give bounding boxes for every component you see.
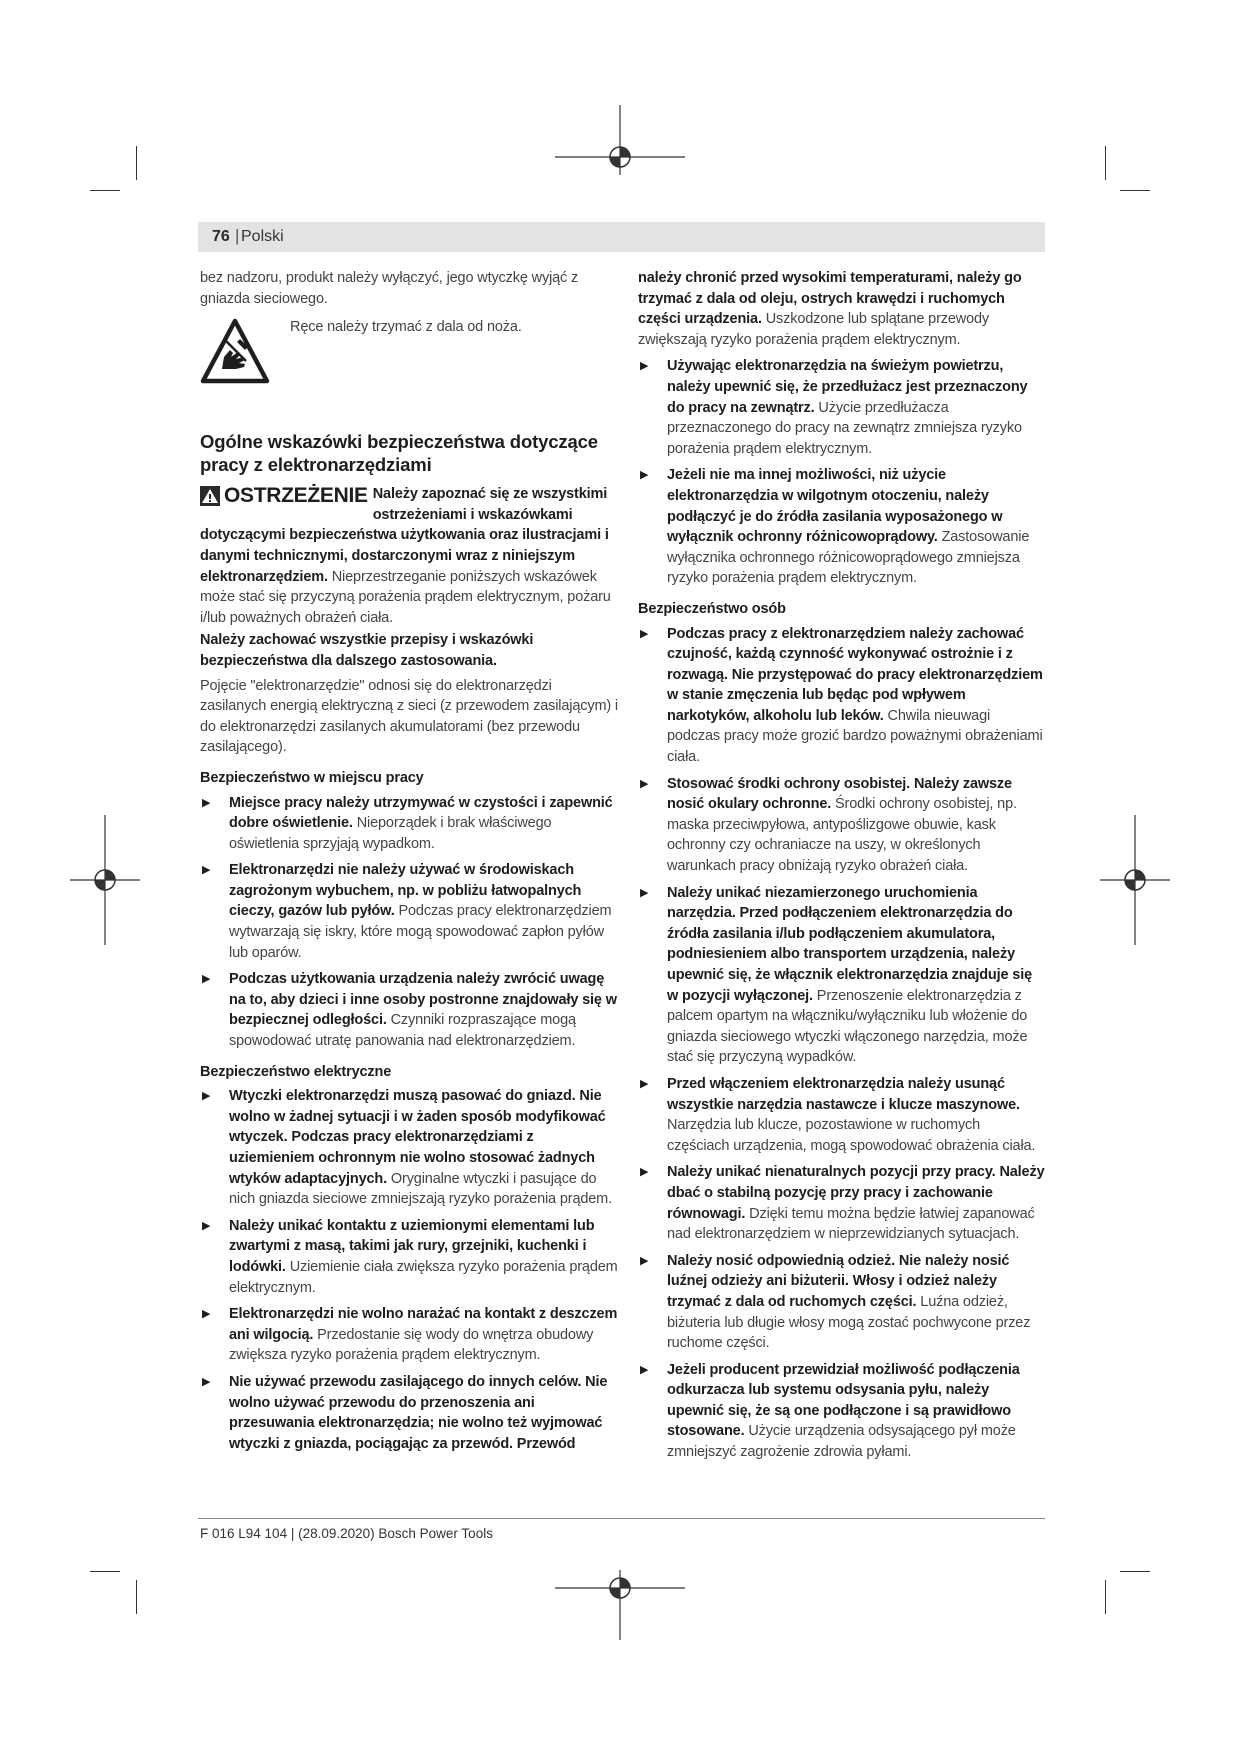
item-text: Przenoszenie elektronarzędzia z palcem opartym na włączniku/wyłączniku lub włożenie do gniazda sieciowego wtyczki włączonego narzędzia, może stać się przyczyną wypadków. (667, 987, 1028, 1066)
intro-paragraph: bez nadzoru, produkt należy wyłączyć, jego wtyczkę wyjąć z gniazda sieciowego. (200, 270, 579, 307)
item-bold: Jeżeli nie ma innej możliwości, niż użycie elektronarzędzia w wilgotnym otoczeniu, należy podłączyć je do źródła zasilania wyposażonego w wyłącznik ochronny różnicowoprądowy. (667, 467, 1003, 546)
item-bold: Elektronarzędzi nie wolno narażać na kontakt z deszczem ani wilgocią. (229, 1306, 618, 1343)
knife-warning-text: Ręce należy trzymać z dala od noża. (290, 319, 522, 336)
item-bold: Nie używać przewodu zasilającego do innych celów. Nie wolno używać przewodu do przenoszenia ani przesuwania elektronarzędzia; nie wolno też wyjmować wtyczki z gniazda, pociągając za przewód. Przewód (229, 1373, 608, 1452)
crop-mark (1105, 1580, 1106, 1614)
bullet-arrow-icon: ▶ (640, 469, 649, 482)
item-text: Luźna odzież, biżuteria lub długie włosy mogą zostać pochwycone przez ruchome części. (667, 1293, 1031, 1352)
list-item (638, 465, 1046, 589)
bullet-arrow-icon: ▶ (202, 864, 211, 877)
warning-paragraph (200, 484, 620, 628)
item-bold: Należy unikać kontaktu z uziemionymi elementami lub zwartymi z masą, takimi jak rury, grzejniki, kuchenki i lodówki. (229, 1217, 595, 1275)
bullet-arrow-icon: ▶ (640, 1077, 649, 1090)
registration-mark-top (555, 105, 685, 185)
crop-mark (136, 1580, 137, 1614)
crop-mark (1105, 146, 1106, 180)
footer-divider (198, 1518, 1045, 1519)
right-column (638, 268, 1046, 1469)
crop-mark (1120, 190, 1150, 191)
bullet-arrow-icon: ▶ (640, 627, 649, 640)
page-header (198, 222, 1045, 252)
bullet-arrow-icon: ▶ (202, 1090, 211, 1103)
footer-text: F 016 L94 104 | (28.09.2020) Bosch Power Tools (200, 1526, 493, 1541)
crop-mark (136, 146, 137, 180)
warning-bold-text: Należy zapoznać się ze wszystkimi ostrzeżeniami i wskazówkami dotyczącymi bezpieczeństwa użytkowania oraz ilustracjami i danymi technicznymi, dostarczonymi wraz z niniejszym elektronarzędziem. (200, 486, 609, 585)
registration-mark-right (1100, 815, 1180, 945)
list-item (200, 860, 620, 963)
list-item (638, 1162, 1046, 1244)
item-bold: Wtyczki elektronarzędzi muszą pasować do gniazd. Nie wolno w żadnej sytuacji i w żaden sposób modyfikować wtyczek. Podczas pracy elektronarzędziami z uziemieniem ochronnym nie wolno stosować żadnych wtyków adaptacyjnych. (229, 1088, 606, 1187)
continued-paragraph (638, 268, 1046, 350)
item-bold: Miejsce pracy należy utrzymywać w czystości i zapewnić dobre oświetlenie. (229, 794, 613, 832)
item-text: Środki ochrony osobistej, np. maska przeciwpyłowa, antypoślizgowe obuwie, kask ochronny czy ochraniacze na uszy, w określonych warunkach pracy obniżają ryzyko obrażeń ciała. (667, 796, 1017, 875)
left-column (200, 268, 620, 1460)
item-text: Narzędzia lub klucze, pozostawione w ruchomych częściach urządzenia, mogą spowodować obrażenia ciała. (667, 1117, 1036, 1154)
list-item (200, 1086, 620, 1210)
header-separator: | (235, 226, 240, 245)
workplace-heading: Bezpieczeństwo w miejscu pracy (200, 769, 424, 786)
warning-label (200, 484, 368, 508)
list-item (200, 1304, 620, 1366)
list-item (638, 624, 1046, 768)
knife-warning-row (200, 317, 620, 412)
bullet-arrow-icon: ▶ (202, 1375, 211, 1388)
item-bold: Należy unikać niezamierzonego uruchomienia narzędzia. Przed podłączeniem elektronarzędzia do źródła zasilania i/lub podłączeniem akumulatora, podniesieniem albo transportem urządzenia, należy upewnić się, że włącznik elektronarzędzia znajduje się w pozycji wyłączonej. (667, 884, 1033, 1004)
bullet-arrow-icon: ▶ (202, 1308, 211, 1321)
hand-cut-warning-icon (200, 317, 270, 387)
list-item (638, 356, 1046, 459)
warning-triangle-icon (200, 486, 220, 506)
item-text: Oryginalne wtyczki i pasujące do nich gniazda sieciowe zmniejszają ryzyko porażenia prądem. (229, 1170, 612, 1208)
bullet-arrow-icon: ▶ (640, 360, 649, 373)
item-bold: Jeżeli producent przewidział możliwość podłączenia odkurzacza lub systemu odsysania pyłu, należy upewnić się, że są one podłączone i są prawidłowo stosowane. (667, 1361, 1020, 1440)
warning-word: OSTRZEŻENIE (224, 484, 368, 508)
list-item (638, 774, 1046, 877)
list-item (638, 1251, 1046, 1354)
item-text: Dzięki temu można będzie łatwiej zapanować nad elektronarzędziem w nieprzewidzianych sytuacjach. (667, 1205, 1035, 1243)
registration-mark-bottom (555, 1560, 685, 1640)
bullet-arrow-icon: ▶ (640, 777, 649, 790)
bullet-arrow-icon: ▶ (640, 886, 649, 899)
item-bold: Podczas pracy z elektronarzędziem należy zachować czujność, każdą czynność wykonywać ostrożnie i z rozwagą. Nie przystępować do pracy elektronarzędziem w stanie zmęczenia lub będąc pod wpływem narkotyków, alkoholu lub leków. (667, 625, 1043, 724)
electrical-heading: Bezpieczeństwo elektryczne (200, 1063, 392, 1080)
list-item (200, 793, 620, 855)
crop-mark (1120, 1571, 1150, 1572)
item-text: Uziemienie ciała zwiększa ryzyko porażenia prądem elektrycznym. (229, 1258, 618, 1296)
personal-heading: Bezpieczeństwo osób (638, 600, 786, 617)
item-text: Chwila nieuwagi podczas pracy może grozić bardzo poważnymi obrażeniami ciała. (667, 707, 1043, 766)
item-bold: Używając elektronarzędzia na świeżym powietrzu, należy upewnić się, że przedłużacz jest przeznaczony do pracy na zewnątrz. (667, 358, 1028, 416)
item-bold: Przed włączeniem elektronarzędzia należy usunąć wszystkie narzędzia nastawcze i klucze maszynowe. (667, 1075, 1020, 1113)
item-text: Zastosowanie wyłącznika ochronnego różnicowoprądowego zmniejsza ryzyko porażenia prądem elektrycznym. (667, 529, 1030, 587)
item-text: Nieporządek i brak właściwego oświetlenia sprzyjają wypadkom. (229, 815, 552, 852)
item-text: Czynniki rozpraszające mogą spowodować utratę panowania nad elektronarzędziem. (229, 1012, 576, 1050)
page-number: 76 (212, 228, 230, 245)
continued-normal: Uszkodzone lub splątane przewody zwiększają ryzyko porażenia prądem elektrycznym. (638, 311, 990, 348)
bullet-arrow-icon: ▶ (640, 1254, 649, 1267)
item-text: Przedostanie się wody do wnętrza obudowy zwiększa ryzyko porażenia prądem elektrycznym. (229, 1326, 594, 1364)
item-bold: Podczas użytkowania urządzenia należy zwrócić uwagę na to, aby dzieci i inne osoby postronne znajdowały się w bezpiecznej odległości. (229, 971, 617, 1029)
list-item (638, 1074, 1046, 1156)
bullet-arrow-icon: ▶ (202, 796, 211, 809)
definition-text: Pojęcie "elektronarzędzie" odnosi się do elektronarzędzi zasilanych energią elektryczną z sieci (z przewodem zasilającym) i do elektronarzędzi zasilanych akumulatorami (bez przewodu zasilającego). (200, 677, 619, 756)
bullet-arrow-icon: ▶ (640, 1166, 649, 1179)
bullet-arrow-icon: ▶ (202, 1219, 211, 1232)
warning-normal-text: Nieprzestrzeganie poniższych wskazówek może stać się przyczyną porażenia prądem elektrycznym, pożaru i/lub poważnych obrażeń ciała. (200, 568, 611, 626)
item-bold: Stosować środki ochrony osobistej. Należy zawsze nosić okulary ochronne. (667, 775, 1012, 813)
continued-bold: należy chronić przed wysokimi temperaturami, należy go trzymać z dala od oleju, ostrych krawędzi i ruchomych części urządzenia. (638, 270, 1022, 328)
bullet-arrow-icon: ▶ (640, 1363, 649, 1376)
item-bold: Należy nosić odpowiednią odzież. Nie należy nosić luźnej odzieży ani biżuterii. Włosy i odzież należy trzymać z dala od ruchomych części. (667, 1252, 1010, 1310)
item-text: Podczas pracy elektronarzędziem wytwarzają się iskry, które mogą spowodować zapłon pyłów lub oparów. (229, 903, 612, 961)
section-title: Ogólne wskazówki bezpieczeństwa dotyczące pracy z elektronarzędziami (200, 431, 598, 476)
item-bold: Elektronarzędzi nie należy używać w środowiskach zagrożonym wybuchem, np. w pobliżu łatwopalnych cieczy, gazów lub pyłów. (229, 862, 582, 920)
registration-mark-left (60, 815, 140, 945)
list-item (200, 1372, 620, 1454)
bullet-arrow-icon: ▶ (202, 973, 211, 986)
item-bold: Należy unikać nienaturalnych pozycji przy pracy. Należy dbać o stabilną pozycję przy pracy i zachowanie równowagi. (667, 1164, 1045, 1222)
item-text: Użycie przedłużacza przeznaczonego do pracy na zewnątrz zmniejsza ryzyko porażenia prądem elektrycznym. (667, 399, 1022, 457)
list-item (638, 1360, 1046, 1463)
keep-instructions-text: Należy zachować wszystkie przepisy i wskazówki bezpieczeństwa dla dalszego zastosowania. (200, 632, 534, 669)
header-language: Polski (241, 228, 284, 245)
list-item (200, 969, 620, 1051)
list-item (200, 1216, 620, 1298)
crop-mark (90, 190, 120, 191)
list-item (638, 883, 1046, 1068)
item-text: Użycie urządzenia odsysającego pył może zmniejszyć zagrożenie zdrowia pyłami. (667, 1423, 1016, 1461)
crop-mark (90, 1571, 120, 1572)
